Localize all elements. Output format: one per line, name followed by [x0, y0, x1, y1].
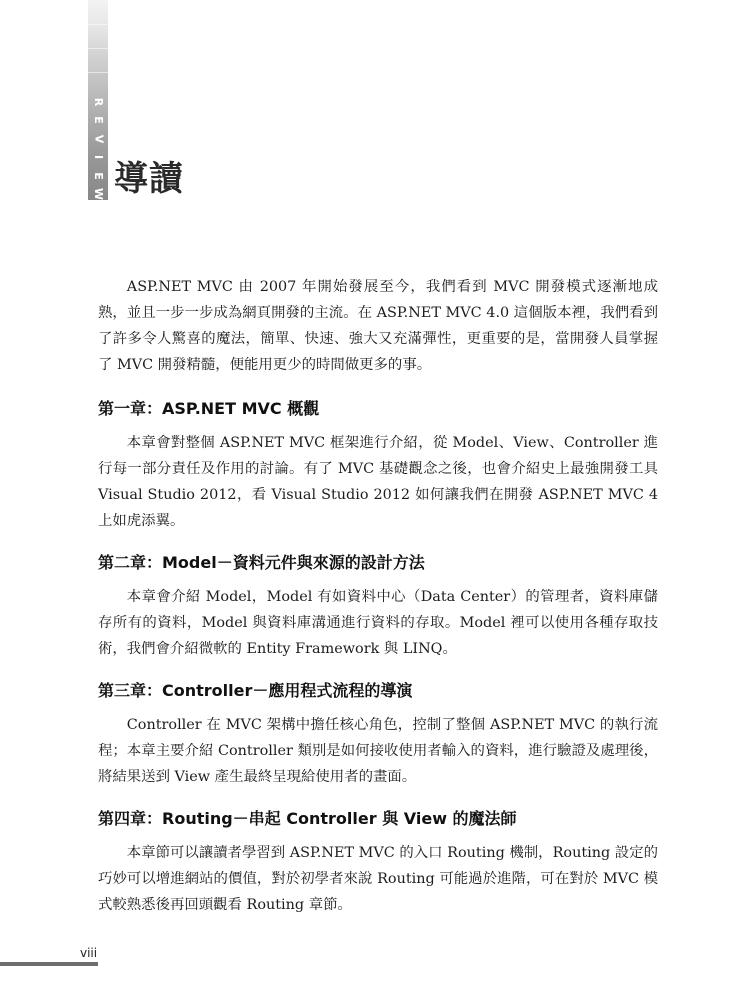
section-body: Controller 在 MVC 架構中擔任核心角色，控制了整個 ASP.NET MVC 的執行流程；本章主要介紹 Controller 類別是如何接收使用者輸入的資料，進行驗證及處理後，將結果送到 View 產生最終呈現給使用者的畫面。 [98, 717, 658, 785]
section-chapter-3 [98, 678, 658, 790]
side-label-review [88, 96, 108, 200]
intro-paragraph: ASP.NET MVC 由 2007 年開始發展至今，我們看到 MVC 開發模式逐漸地成熟，並且一步一步成為網頁開發的主流。在 ASP.NET MVC 4.0 這個版本裡，我們看到了許多令人驚喜的魔法，簡單、快速、強大又充滿彈性，更重要的是，當開發人員掌握了 MVC 開發精髓，便能用更少的時間做更多的事。 [98, 279, 658, 373]
chapter-title: 導讀 [114, 159, 184, 199]
section-heading: 第三章：Controller－應用程式流程的導演 [98, 681, 413, 700]
page-number: viii [80, 946, 98, 960]
side-letter: E [91, 171, 105, 180]
band-divider [88, 24, 108, 25]
side-letter: V [91, 134, 105, 144]
side-letter: W [91, 187, 105, 201]
band-divider [88, 48, 108, 49]
section-chapter-2 [98, 550, 658, 662]
section-heading: 第四章：Routing－串起 Controller 與 View 的魔法師 [98, 809, 517, 828]
side-letter: R [91, 97, 105, 107]
section-body: 本章節可以讓讀者學習到 ASP.NET MVC 的入口 Routing 機制，Routing 設定的巧妙可以增進網站的價值，對於初學者來說 Routing 可能過於進階，可在對於 MVC 模式較熟悉後再回頭觀看 Routing 章節。 [98, 845, 658, 913]
section-chapter-4 [98, 806, 658, 918]
page-content [98, 274, 658, 934]
section-chapter-1 [98, 396, 658, 534]
side-letter: E [91, 116, 105, 125]
section-body: 本章會對整個 ASP.NET MVC 框架進行介紹，從 Model、View、Controller 進行每一部分責任及作用的討論。有了 MVC 基礎觀念之後，也會介紹史上最強開發工具 Visual Studio 2012，看 Visual Studio 2012 如何讓我們在開發 ASP.NET MVC 4 上如虎添翼。 [98, 435, 658, 529]
section-heading: 第二章：Model－資料元件與來源的設計方法 [98, 553, 425, 572]
section-heading: 第一章：ASP.NET MVC 概觀 [98, 399, 320, 418]
band-divider [88, 72, 108, 73]
section-body: 本章會介紹 Model，Model 有如資料中心（Data Center）的管理者，資料庫儲存所有的資料，Model 與資料庫溝通進行資料的存取。Model 裡可以使用各種存取技術，我們會介紹微軟的 Entity Framework 與 LINQ。 [98, 589, 658, 657]
footer-bar [0, 962, 98, 966]
side-letter: I [92, 155, 105, 160]
